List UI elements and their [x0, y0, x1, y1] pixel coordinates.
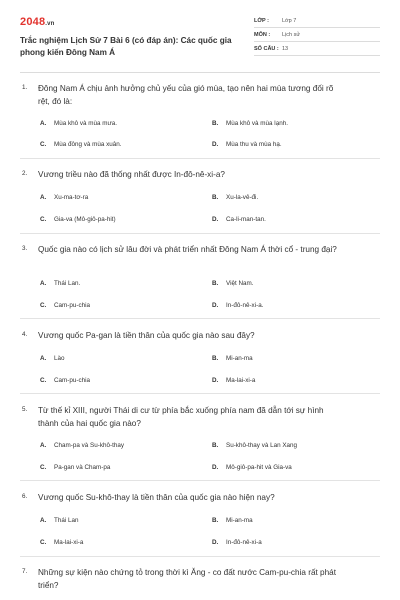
meta-value: Lớp 7	[282, 18, 297, 24]
option-text: Mi-an-ma	[226, 517, 253, 524]
option-a[interactable]	[40, 280, 80, 287]
option-text: Thái Lan	[54, 517, 79, 524]
question-number: 4.	[22, 331, 28, 338]
option-a[interactable]	[40, 442, 124, 449]
option-letter: A.	[40, 120, 47, 127]
option-text: Cam-pu-chia	[54, 302, 91, 309]
option-b[interactable]	[212, 355, 253, 362]
option-text: Mi-an-ma	[226, 355, 253, 362]
option-letter: D.	[212, 539, 219, 546]
option-d[interactable]	[212, 302, 263, 309]
option-text: Xu-ma-tơ-ra	[54, 194, 89, 201]
option-c[interactable]	[40, 377, 90, 384]
option-letter: C.	[40, 464, 47, 471]
question-text-line: Đông Nam Á chịu ảnh hưởng chủ yếu của gió mùa, tạo nên hai mùa tương đối rõ	[38, 84, 334, 93]
header-divider	[20, 72, 380, 73]
option-letter: D.	[212, 377, 219, 384]
meta-row-subject	[254, 28, 380, 42]
question-divider	[20, 318, 380, 319]
option-c[interactable]	[40, 216, 116, 223]
option-text: Mùa thu và mùa hạ.	[226, 141, 282, 148]
question-number: 6.	[22, 493, 28, 500]
option-d[interactable]	[212, 464, 292, 471]
option-letter: B.	[212, 517, 219, 524]
meta-row-count	[254, 42, 380, 56]
option-b[interactable]	[212, 280, 254, 287]
option-text: Ca-li-man-tan.	[226, 216, 266, 223]
question-number: 1.	[22, 84, 28, 91]
option-letter: C.	[40, 302, 47, 309]
option-text: Gia-va (Mô-giô-pa-hit)	[54, 216, 116, 223]
option-letter: D.	[212, 216, 219, 223]
option-letter: B.	[212, 280, 219, 287]
option-b[interactable]	[212, 517, 253, 524]
option-b[interactable]	[212, 442, 297, 449]
option-d[interactable]	[212, 377, 255, 384]
option-letter: C.	[40, 377, 47, 384]
option-text: Việt Nam.	[226, 280, 254, 287]
question-number: 2.	[22, 170, 28, 177]
option-text: Mô-giô-pa-hit và Gia-va	[226, 464, 292, 471]
question-text-line: thành của hai quốc gia nào?	[38, 419, 141, 428]
option-text: Mùa khô và mùa mưa.	[54, 120, 118, 127]
question-divider	[20, 393, 380, 394]
question-text-line: Quốc gia nào có lịch sử lâu đời và phát triển nhất Đông Nam Á thời cổ - trung đại?	[38, 245, 337, 254]
option-text: In-đô-nê-xi-a.	[226, 302, 264, 309]
question-text	[38, 243, 376, 256]
option-text: Cam-pu-chia	[54, 377, 91, 384]
option-text: In-đô-nê-xi-a	[226, 539, 262, 546]
meta-label: LỚP :	[254, 18, 269, 24]
option-a[interactable]	[40, 120, 117, 127]
option-text: Su-khô-thay và Lan Xang	[226, 442, 298, 449]
question-divider	[20, 480, 380, 481]
option-c[interactable]	[40, 539, 83, 546]
option-letter: B.	[212, 355, 219, 362]
meta-value: 13	[282, 46, 289, 52]
option-letter: C.	[40, 216, 47, 223]
option-text: Cham-pa và Su-khô-thay	[54, 442, 124, 449]
option-text: Xu-la-vê-đi.	[226, 194, 259, 201]
option-letter: A.	[40, 194, 47, 201]
quiz-header	[20, 14, 380, 66]
question-text-line: rệt, đó là:	[38, 97, 73, 106]
option-letter: D.	[212, 302, 219, 309]
option-letter: B.	[212, 442, 219, 449]
quiz-meta	[254, 14, 380, 56]
option-c[interactable]	[40, 302, 90, 309]
question-text-line: Vương triều nào đã thống nhất được In-đô-nê-xi-a?	[38, 170, 225, 179]
question-text-line: Từ thế kỉ XIII, người Thái di cư từ phía bắc xuống phía nam đã dẫn tới sự hình	[38, 406, 324, 415]
site-logo[interactable]	[20, 16, 55, 28]
question-text	[38, 566, 376, 592]
option-letter: A.	[40, 517, 47, 524]
option-letter: B.	[212, 194, 219, 201]
logo-text: 2048	[20, 16, 46, 28]
option-letter: A.	[40, 442, 47, 449]
option-text: Thái Lan.	[54, 280, 81, 287]
question-text	[38, 82, 376, 108]
option-text: Pa-gan và Cham-pa	[54, 464, 111, 471]
quiz-title-line-1: Trắc nghiệm Lịch Sử 7 Bài 6 (có đáp án): Các quốc gia	[20, 36, 232, 45]
option-letter: A.	[40, 355, 47, 362]
option-letter: C.	[40, 141, 47, 148]
question-text-line: Vương quốc Su-khô-thay là tiền thân của quốc gia nào hiện nay?	[38, 493, 275, 502]
question-number: 5.	[22, 406, 28, 413]
option-d[interactable]	[212, 539, 262, 546]
option-text: Mùa khô và mùa lạnh.	[226, 120, 288, 127]
question-number: 3.	[22, 245, 28, 252]
option-letter: B.	[212, 120, 219, 127]
meta-label: MÔN :	[254, 32, 271, 38]
question-text-line: Những sự kiện nào chứng tỏ trong thời kì Ăng - co đất nước Cam-pu-chia rất phát	[38, 568, 336, 577]
meta-row-class	[254, 14, 380, 28]
option-b[interactable]	[212, 194, 258, 201]
meta-label: SỐ CÂU :	[254, 46, 279, 52]
question-divider	[20, 158, 380, 159]
question-text	[38, 329, 376, 342]
option-a[interactable]	[40, 355, 65, 362]
option-c[interactable]	[40, 141, 122, 148]
logo-suffix: .vn	[45, 21, 55, 27]
meta-value: Lịch sử	[282, 32, 301, 38]
option-a[interactable]	[40, 194, 88, 201]
question-number: 7.	[22, 568, 28, 575]
quiz-title-line-2: phong kiến Đông Nam Á	[20, 48, 116, 57]
question-text	[38, 168, 376, 181]
option-text: Ma-lai-xi-a	[54, 539, 84, 546]
question-text-line: Vương quốc Pa-gan là tiền thân của quốc gia nào sau đây?	[38, 331, 255, 340]
option-letter: D.	[212, 464, 219, 471]
question-text	[38, 404, 376, 430]
option-text: Ma-lai-xi-a	[226, 377, 256, 384]
option-b[interactable]	[212, 120, 288, 127]
option-text: Mùa đông và mùa xuân.	[54, 141, 122, 148]
question-divider	[20, 233, 380, 234]
option-text: Lào	[54, 355, 65, 362]
option-letter: A.	[40, 280, 47, 287]
option-a[interactable]	[40, 517, 79, 524]
option-d[interactable]	[212, 141, 282, 148]
option-letter: D.	[212, 141, 219, 148]
option-letter: C.	[40, 539, 47, 546]
question-text	[38, 491, 376, 504]
question-divider	[20, 556, 380, 557]
option-d[interactable]	[212, 216, 266, 223]
option-c[interactable]	[40, 464, 110, 471]
question-text-line: triển?	[38, 581, 59, 590]
